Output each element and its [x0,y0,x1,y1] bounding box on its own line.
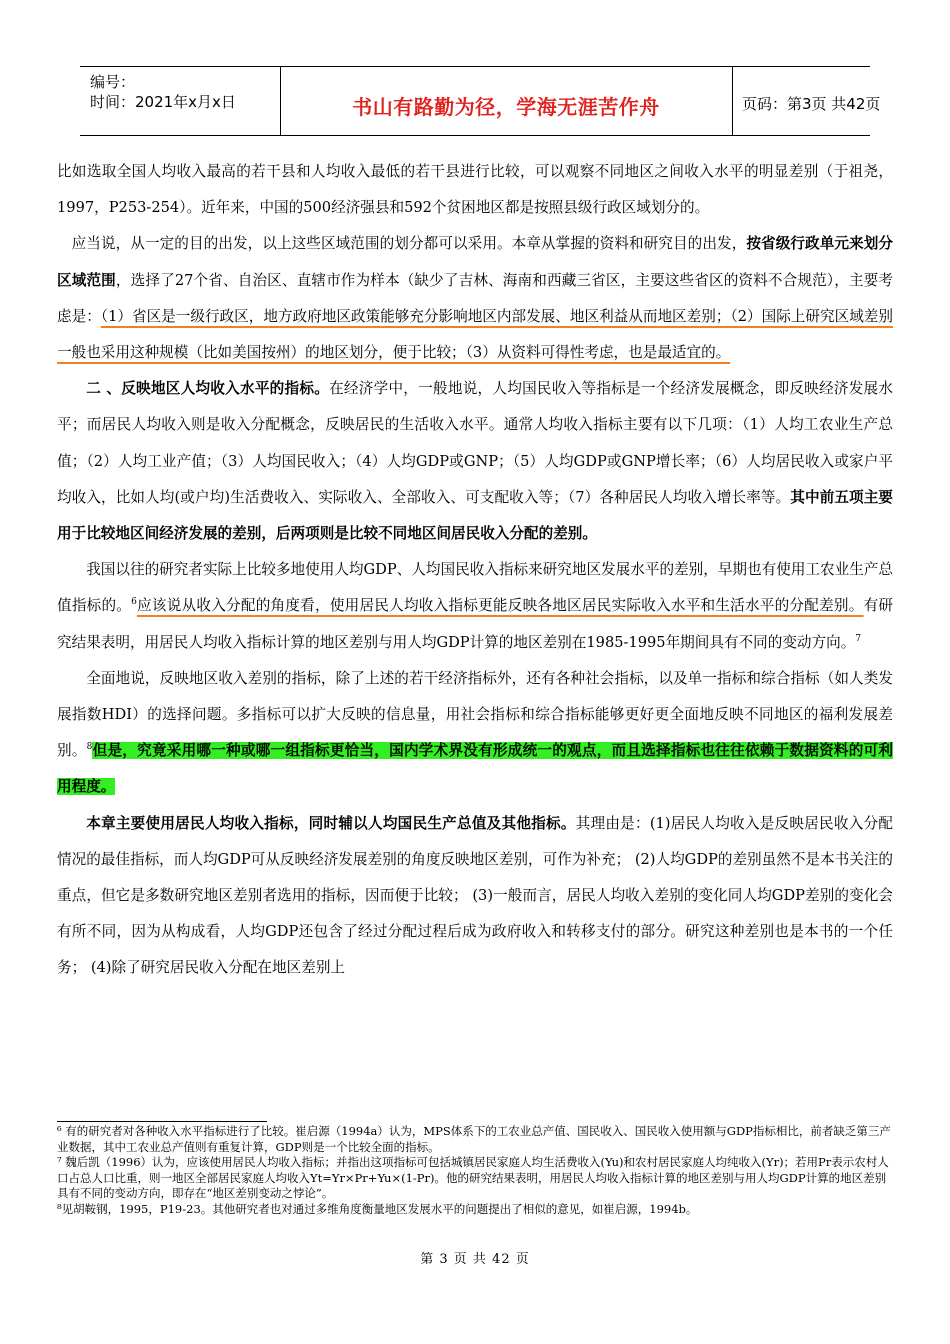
footnotes [57,1124,893,1217]
paragraph-6 [57,806,893,987]
footnote-8: ⁸见胡鞍钢，1995，P19-23。其他研究者也对通过多维角度衡量地区发展水平的问题提出了相似的意见，如崔启源，1994b。 [57,1201,698,1216]
bold-conclusion: 其中前五项主要用于比较地区间经济发展的差别，后两项则是比较不同地区间居民收入分配的差别。 [57,488,893,543]
bold-lead: 本章主要使用居民人均收入指标，同时辅以人均国民生产总值及其他指标。 [86,814,576,832]
highlighted-statement: 但是，究竟采用哪一种或哪一组指标更恰当，国内学术界没有形成统一的观点，而且选择指标也往往依赖于数据资料的可利用程度。 [57,742,893,796]
footnote-separator [57,1121,267,1122]
page-footer: 第 3 页 共 42 页 [420,1252,530,1267]
header-page-info: 页码：第3页 共42页 [742,95,881,113]
header-meta-cell [80,67,281,135]
document-number: 编号： [90,73,136,91]
paragraph-5-text: 全面地说，反映地区收入差别的指标，除了上述的若干经济指标外，还有各种社会指标，以及单一指标和综合指标（如人类发展指数HDI）的选择问题。多指标可以扩大反映的信息量，用社会指标和综合指标能够更好更全面地反映不同地区的福利发展差别。 [57,669,893,760]
paragraph-2-text-cont: ，选择了27个省、自治区、直辖市作为样本（缺少了吉林、海南和西藏三省区，主要这些省区的资料不合规范），主要考虑是： [57,271,893,325]
document-date: 时间：2021年x月x日 [90,93,236,111]
paragraph-1: 比如选取全国人均收入最高的若干县和人均收入最低的若干县进行比较，可以观察不同地区之间收入水平的明显差别（于祖尧，1997，P253-254）。近年来，中国的500经济强县和592个贫困地区都是按照县级行政区域划分的。 [57,163,893,217]
paragraph-2-text: 应当说，从一定的目的出发，以上这些区域范围的划分都可以采用。本章从掌握的资料和研究目的出发， [71,235,747,253]
header-page-cell [732,67,881,135]
footnote-ref-7[interactable]: 7 [855,633,862,644]
header-motto-cell [280,67,733,135]
footnote-7: ⁷ 魏后凯（1996）认为，应该使用居民人均收入指标；并指出这项指标可包括城镇居民家庭人均生活费收入(Yu)和农村居民家庭人均纯收入(Yr)；若用Pr表示农村人口占总人口比重，则一地区全部居民家庭人均收入Yt=Yr×Pr+Yu×(1-Pr)。他的研究结果表明，用居民人均收入指标计算的地区差别与用人均GDP计算的地区差别具有不同的变动方向，即存在“地区差别变动之悖论”。 [57,1155,889,1200]
page-header [80,66,881,136]
paragraph-4-text: 我国以往的研究者实际上比较多地使用人均GDP、人均国民收入指标来研究地区发展水平的差别，早期也有使用工农业生产总值指标的。 [57,561,893,615]
footnote-6: ⁶ 有的研究者对各种收入水平指标进行了比较。崔启源（1994a）认为，MPS体系下的工农业总产值、国民收入、国民收入使用额与GDP指标相比，前者缺乏第三产业数据，其中工农业总产值则有重复计算，GDP则是一个比较全面的指标。 [57,1124,891,1154]
bold-phrase: 按省级行政单元来划分区域范围 [57,235,893,289]
footnote-ref-6[interactable]: 6 [131,597,137,608]
header-motto: 书山有路勤为径，学海无涯苦作舟 [352,95,660,119]
underlined-statement: 应该说从收入分配的角度看，使用居民人均收入指标更能反映各地区居民实际收入水平和生活水平的分配差别。 [136,597,864,615]
paragraph-3 [57,371,893,552]
paragraph-3-text: 在经济学中，一般地说，人均国民收入等指标是一个经济发展概念，即反映经济发展水平；而居民人均收入则是收入分配概念，反映居民的生活收入水平。通常人均收入指标主要有以下几项：（1）人均工农业生产总值；（2）人均工业产值；（3）人均国民收入；（4）人均GDP或GNP；（5）人均GDP或GNP增长率；（6）人均居民收入或家户平均收入，比如人均(或户均)生活费收入、实际收入、全部收入、可支配收入等；（7）各种居民人均收入增长率等。 [57,380,893,506]
footnote-ref-8[interactable]: 8 [86,742,93,753]
paragraph-2 [57,226,893,371]
paragraph-5 [57,661,893,806]
section-heading: 二 、反映地区人均收入水平的指标。 [86,380,330,398]
document-body [57,154,893,987]
underlined-reasons: （1）省区是一级行政区，地方政府地区政策能够充分影响地区内部发展、地区利益从而地区差别；（2）国际上研究区域差别一般也采用这种规模（比如美国按州）的地区划分，便于比较；（3）从资料可得性考虑，也是最适宜的。 [57,307,893,362]
paragraph-4 [57,552,893,661]
paragraph-6-text: 其理由是：(1)居民人均收入是反映居民收入分配情况的最佳指标，而人均GDP可从反映经济发展差别的角度反映地区差别，可作为补充； (2)人均GDP的差别虽然不是本书关注的重点，但它是多数研究地区差别者选用的指标，因而便于比较； (3)一般而言，居民人均收入差别的变化同人均GDP差别的变化会有所不同，因为从构成看，人均GDP还包含了经过分配过程后成为政府收入和转移支付的部分。研究这种差别也是本书的一个任务； (4)除了研究居民收入分配在地区差别上 [57,814,893,977]
paragraph-4-text-cont: 有研究结果表明，用居民人均收入指标计算的地区差别与用人均GDP计算的地区差别在1985-1995年期间具有不同的变动方向。 [57,597,893,651]
